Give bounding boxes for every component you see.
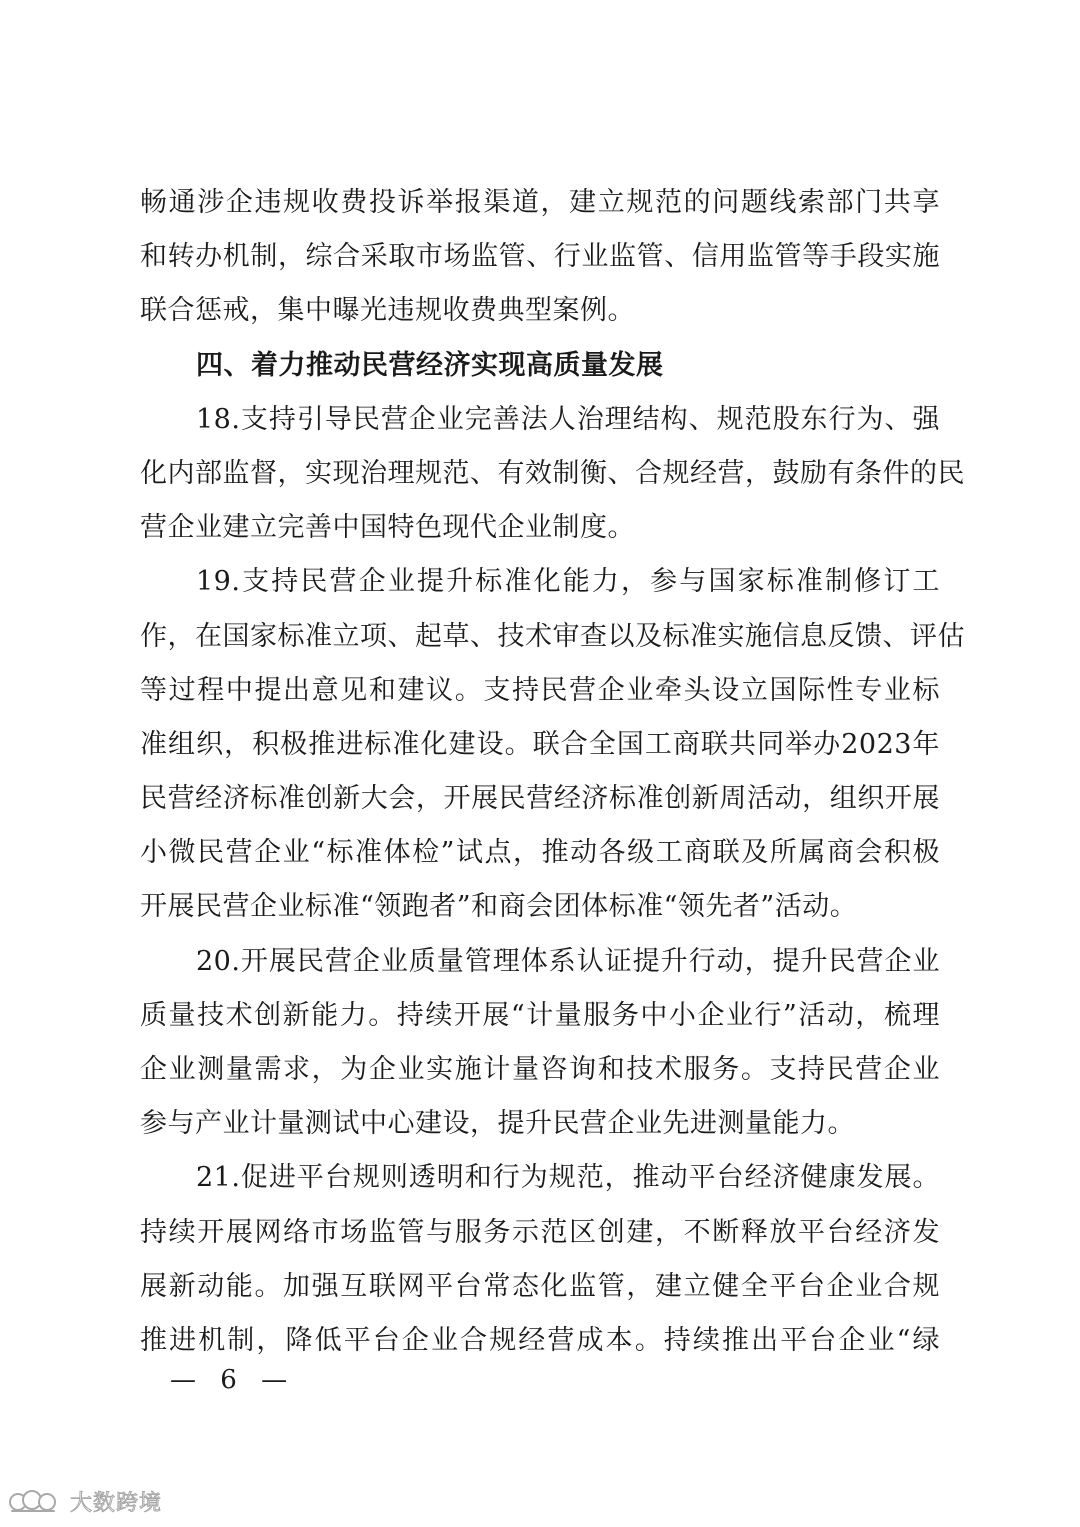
text-line: 准组织，积极推进标准化建设。联合全国工商联共同举办2023年: [140, 728, 940, 760]
text-line: 化内部监督，实现治理规范、有效制衡、合规经营，鼓励有条件的民: [140, 457, 965, 489]
text-line: 畅通涉企违规收费投诉举报渠道，建立规范的问题线索部门共享: [140, 187, 940, 218]
text-line: 企业测量需求，为企业实施计量咨询和技术服务。支持民营企业: [140, 1054, 940, 1085]
text-line: 展新动能。加强互联网平台常态化监管，建立健全平台企业合规: [140, 1270, 940, 1302]
text-line: 持续开展网络市场监管与服务示范区创建，不断释放平台经济发: [140, 1216, 940, 1248]
paragraph-item-18: [140, 393, 965, 556]
section-heading-text: 四、着力推动民营经济实现高质量发展: [196, 349, 664, 381]
text-line: 开展民营企业标准“领跑者”和商会团体标准“领先者”活动。: [140, 891, 858, 923]
text-line: 19.支持民营企业提升标准化能力，参与国家标准制修订工: [196, 566, 940, 598]
section-heading: [140, 339, 940, 393]
text-line: 小微民营企业“标准体检”试点，推动各级工商联及所属商会积极: [140, 837, 940, 869]
page-number: — 6 —: [170, 1365, 296, 1395]
text-line: 20.开展民营企业质量管理体系认证提升行动，提升民营企业: [196, 945, 940, 977]
text-line: 联合惩戒，集中曝光违规收费典型案例。: [140, 295, 635, 327]
text-line: 18.支持引导民营企业完善法人治理结构、规范股东行为、强: [196, 403, 940, 435]
cloud-logo-icon: [6, 1487, 64, 1515]
text-line: 和转办机制，综合采取市场监管、行业监管、信用监管等手段实施: [140, 241, 940, 273]
text-line: 营企业建立完善中国特色现代企业制度。: [140, 512, 635, 544]
text-line: 民营经济标准创新大会，开展民营经济标准创新周活动，组织开展: [140, 783, 940, 815]
watermark-text: 大数跨境: [70, 1490, 163, 1516]
paragraph-item-19: [140, 555, 965, 934]
paragraph-item-20: [140, 935, 940, 1152]
document-body: [140, 176, 965, 1368]
paragraph-continuation: [140, 176, 940, 339]
text-line: 等过程中提出意见和建议。支持民营企业牵头设立国际性专业标: [140, 674, 940, 706]
paragraph-item-21: [140, 1151, 940, 1368]
text-line: 质量技术创新能力。持续开展“计量服务中小企业行”活动，梳理: [140, 999, 940, 1031]
text-line: 参与产业计量测试中心建设，提升民营企业先进测量能力。: [140, 1108, 855, 1140]
watermark: [6, 1483, 162, 1519]
text-line: 作，在国家标准立项、起草、技术审查以及标准实施信息反馈、评估: [140, 620, 965, 652]
text-line: 21.促进平台规则透明和行为规范，推动平台经济健康发展。: [196, 1162, 940, 1194]
text-line: 推进机制，降低平台企业合规经营成本。持续推出平台企业“绿: [140, 1324, 940, 1356]
